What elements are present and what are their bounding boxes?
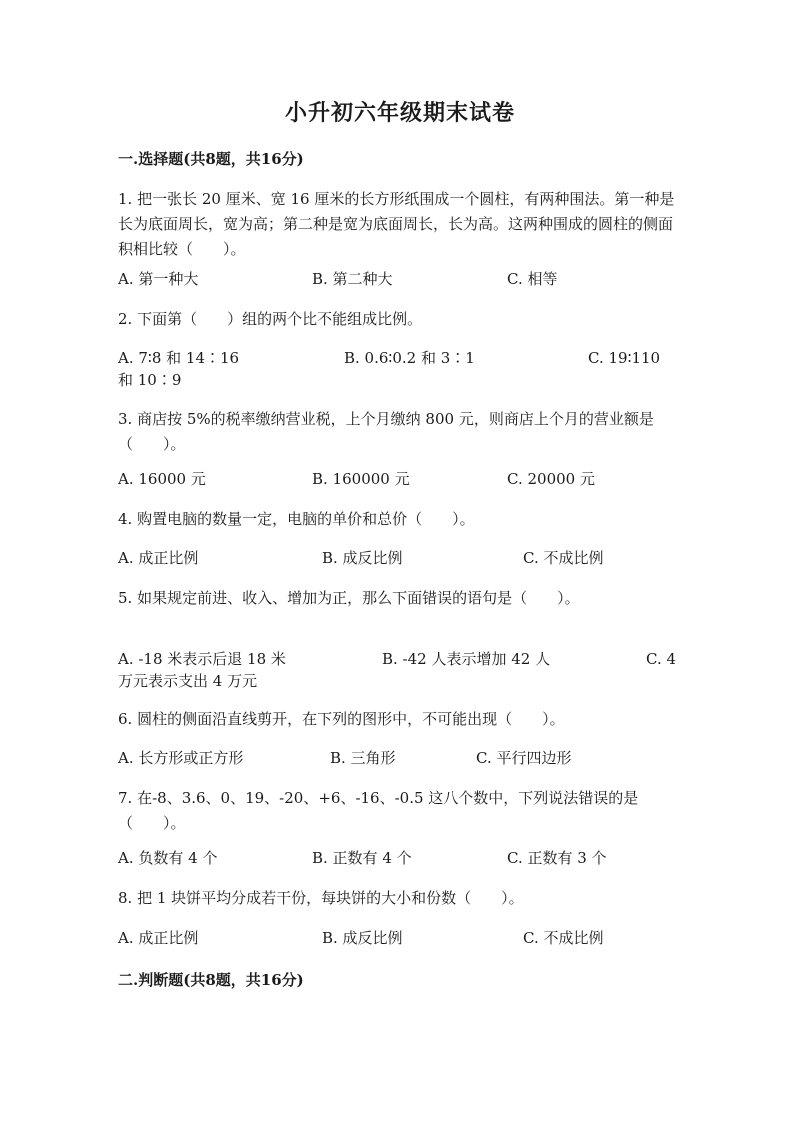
- page-title: 小升初六年级期末试卷: [284, 100, 515, 126]
- option-a[interactable]: A. 成正比例: [118, 549, 199, 567]
- option-a[interactable]: A. -18 米表示后退 18 米: [118, 650, 286, 668]
- option-c[interactable]: C. 相等: [507, 270, 558, 288]
- question-6: 6. 圆柱的侧面沿直线剪开，在下列的图形中，不可能出现（ ）。: [118, 710, 565, 728]
- option-c[interactable]: C. 19∶110: [588, 349, 661, 367]
- option-c[interactable]: C. 平行四边形: [476, 749, 572, 767]
- option-b[interactable]: B. 第二种大: [312, 270, 393, 288]
- question-2: 2. 下面第（ ）组的两个比不能组成比例。: [118, 310, 423, 328]
- option-c[interactable]: C. 正数有 3 个: [507, 849, 607, 867]
- question-2-options: [118, 346, 678, 371]
- question-5: 5. 如果规定前进、收入、增加为正，那么下面错误的语句是（ ）。: [118, 589, 580, 607]
- question-6-options: [118, 746, 678, 771]
- option-b[interactable]: B. 三角形: [330, 749, 396, 767]
- option-b[interactable]: B. 正数有 4 个: [312, 849, 412, 867]
- question-3: 3. 商店按 5%的税率缴纳营业税，上个月缴纳 800 元，则商店上个月的营业额是（ ）。: [118, 410, 654, 453]
- question-5-option-c-continued: 万元表示支出 4 万元: [118, 672, 258, 690]
- option-a[interactable]: A. 第一种大: [118, 270, 199, 288]
- question-2-option-c-continued: 和 10∶9: [118, 371, 182, 389]
- option-b[interactable]: B. 0.6∶0.2 和 3∶1: [344, 349, 475, 367]
- option-b[interactable]: B. -42 人表示增加 42 人: [382, 650, 551, 668]
- option-c[interactable]: C. 不成比例: [523, 929, 604, 947]
- option-c[interactable]: C. 20000 元: [507, 470, 595, 488]
- question-1-options: [118, 267, 678, 292]
- section-heading-choice: 一.选择题(共8题，共16分): [118, 150, 304, 168]
- section-heading-judgment: 二.判断题(共8题，共16分): [118, 971, 304, 989]
- question-1: 1. 把一张长 20 厘米、宽 16 厘米的长方形纸围成一个圆柱，有两种围法。第一种是长为底面周长，宽为高；第二种是宽为底面周长，长为高。这两种围成的圆柱的侧面积相比较（ ）。: [118, 190, 675, 258]
- option-c[interactable]: C. 4: [646, 650, 677, 668]
- question-8: 8. 把 1 块饼平均分成若干份，每块饼的大小和份数（ ）。: [118, 889, 524, 907]
- option-a[interactable]: A. 16000 元: [118, 470, 206, 488]
- question-4: 4. 购置电脑的数量一定，电脑的单价和总价（ ）。: [118, 510, 475, 528]
- option-b[interactable]: B. 160000 元: [312, 470, 410, 488]
- option-b[interactable]: B. 成反比例: [322, 549, 403, 567]
- option-c[interactable]: C. 不成比例: [523, 549, 604, 567]
- option-a[interactable]: A. 长方形或正方形: [118, 749, 244, 767]
- option-a[interactable]: A. 负数有 4 个: [118, 849, 218, 867]
- question-3-options: [118, 467, 678, 492]
- question-4-options: [118, 546, 678, 571]
- option-b[interactable]: B. 成反比例: [322, 929, 403, 947]
- option-a[interactable]: A. 7∶8 和 14∶16: [118, 349, 240, 367]
- question-7: 7. 在-8、3.6、0、19、-20、+6、-16、-0.5 这八个数中，下列说法错误的是（ ）。: [118, 789, 639, 832]
- option-a[interactable]: A. 成正比例: [118, 929, 199, 947]
- question-8-options: [118, 926, 678, 951]
- question-7-options: [118, 846, 678, 871]
